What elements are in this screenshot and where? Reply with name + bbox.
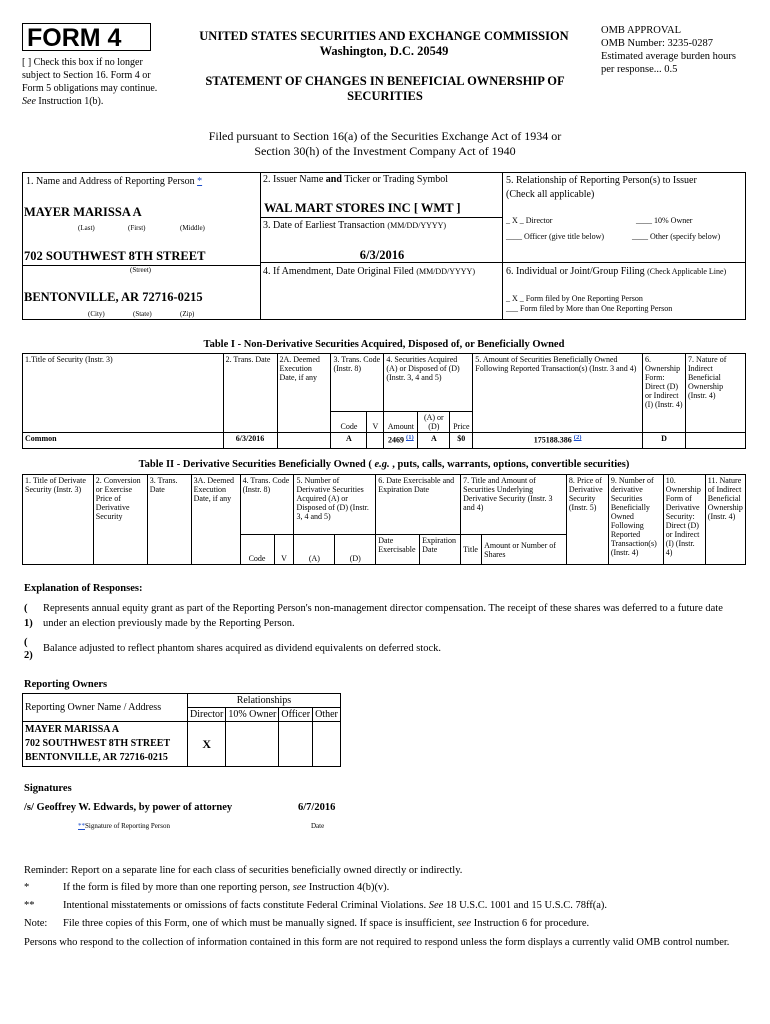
box1-last: (Last) [78,224,95,232]
t2-h-d: (D) [335,535,376,565]
t2-h-title: 1. Title of Derivate Security (Instr. 3) [23,475,94,565]
box1-asterisk[interactable]: * [197,176,203,187]
box5-ten-owner: ____ 10% Owner [636,216,693,225]
footnote-2-link[interactable]: (2) [573,434,582,441]
t2-h-date: 3. Trans. Date [147,475,191,565]
table1 [22,353,746,449]
explanation-1-num: ( 1) [24,603,33,629]
explanation-heading: Explanation of Responses: [24,583,143,594]
box1-street-label: (Street) [130,266,151,274]
ro-h-ten: 10% Owner [226,708,279,722]
t1-h-code-sub: Code [331,412,367,433]
omb-number: OMB Number: 3235-0287 [601,38,713,49]
t2-h-deemed: 3A. Deemed Execution Date, if any [191,475,240,565]
table2-title: Table II - Derivative Securities Beneficially Owned ( e.g. , puts, calls, warrants, options, convertible securities) [138,459,630,470]
checkbox-note-see: See [22,96,36,107]
t2-h-date-ex: Date Exercisable [376,535,420,565]
ro-h-director: Director [188,708,226,722]
table-row [23,722,341,767]
ro-director-mark: X [188,722,226,767]
reporting-person-name: MAYER MARISSA A [24,205,142,219]
box3-label: 3. Date of Earliest Transaction (MM/DD/YYYY) [263,220,447,231]
box5-other: ____ Other (specify below) [632,232,721,241]
t1-row-title: Common [23,433,224,449]
table1-title: Table I - Non-Derivative Securities Acquired, Disposed of, or Beneficially Owned [203,339,565,350]
box1-city: (City) [88,310,105,318]
box5-officer: ____ Officer (give title below) [506,232,605,241]
t1-h-deemed: 2A. Deemed Execution Date, if any [277,354,331,433]
t2-h-amount-shares: Amount or Number of Shares [482,535,567,565]
t1-h-acquired: 4. Securities Acquired (A) or Disposed of (D) (Instr. 3, 4 and 5) [384,354,473,412]
t1-h-amount: Amount [384,412,418,433]
footer-note: Note: [24,918,48,929]
ro-owner: MAYER MARISSA A 702 SOUTHWEST 8TH STREET BENTONVILLE, AR 72716-0215 [23,722,188,767]
t2-h-underlying: 7. Title and Amount of Securities Underlying Derivative Security (Instr. 3 and 4) [461,475,567,535]
footer-reminder: Reminder: Report on a separate line for each class of securities beneficially owned directly or indirectly. [24,865,463,876]
ro-h-name: Reporting Owner Name / Address [23,694,188,722]
agency-location: Washington, D.C. 20549 [319,44,449,58]
t2-h-owned: 9. Number of derivative Securities Beneficially Owned Following Reported Transaction(s) (Instr. 4) [608,475,663,565]
explanation-1-text: Represents annual equity grant as part of the Reporting Person's non-management director compensation. The receipt of these shares was deferred to a future date under an election previously made by the Reporting Person. [43,603,723,629]
box5-sub: (Check all applicable) [506,189,595,200]
t2-h-sec-title: Title [461,535,482,565]
table2 [22,474,746,565]
ro-h-other: Other [313,708,341,722]
footer-star2: ** [24,900,35,911]
reporting-person-street: 702 SOUTHWEST 8TH STREET [24,249,206,263]
reporting-owners-table [22,693,341,767]
explanation-2-text: Balance adjusted to reflect phantom shares acquired as dividend equivalents on deferred stock. [43,643,441,654]
signatures-heading: Signatures [24,783,72,794]
box4-label: 4. If Amendment, Date Original Filed (MM/DD/YYYY) [263,266,475,277]
reporting-person-city: BENTONVILLE, AR 72716-0215 [24,290,203,304]
box1-zip: (Zip) [180,310,195,318]
box1-first: (First) [128,224,146,232]
checkbox-note-text: [ ] Check this box if no longer subject to Section 16. Form 4 or Form 5 obligations may continue. [22,57,158,94]
t1-h-aord: (A) or (D) [418,412,450,433]
footer-star2-text: Intentional misstatements or omissions of facts constitute Federal Criminal Violations. See 18 U.S.C. 1001 and 15 U.S.C. 78ff(a). [63,900,608,911]
issuer-name: WAL MART STORES INC [ WMT ] [264,201,461,215]
t1-row-amount: 2469 $^{(1)}$ [384,433,418,449]
statement-title: STATEMENT OF CHANGES IN BENEFICIAL OWNERSHIP OF SECURITIES [205,74,565,103]
footer-persons: Persons who respond to the collection of information contained in this form are not required to respond unless the form displays a currently valid OMB control number. [24,937,730,948]
t2-h-number: 5. Number of Derivative Securities Acquired (A) or Disposed of (D) (Instr. 3, 4 and 5) [294,475,376,535]
box5-label: 5. Relationship of Reporting Person(s) to Issuer [506,175,697,186]
signature-date-label: Date [311,822,325,830]
box1-state: (State) [133,310,152,318]
earliest-transaction-date: 6/3/2016 [359,248,405,262]
signature-label: **Signature of Reporting Person [78,822,170,830]
filed-line-1: Filed pursuant to Section 16(a) of the Securities Exchange Act of 1934 or [208,129,562,143]
t2-h-code-sub: Code [240,535,274,565]
footer-star1-text: If the form is filed by more than one reporting person, see Instruction 4(b)(v). [63,882,390,893]
filed-line-2: Section 30(h) of the Investment Company Act of 1940 [254,144,516,158]
t1-h-price: Price [450,412,473,433]
box1-label: 1. Name and Address of Reporting Person * [26,176,203,187]
ro-h-relationships: Relationships [188,694,341,708]
t1-h-code: 3. Trans. Code (Instr. 8) [331,354,384,412]
t2-h-v: V [274,535,294,565]
t1-h-nature: 7. Nature of Indirect Beneficial Ownership (Instr. 4) [685,354,745,433]
t1-row-aord: A [418,433,450,449]
checkbox-note-instr: Instruction 1(b). [35,96,104,107]
t1-h-date: 2. Trans. Date [223,354,277,433]
t1-h-amount-owned: 5. Amount of Securities Beneficially Owned Following Reported Transaction(s) (Instr. 3 and 4) [473,354,643,433]
box6-label: 6. Individual or Joint/Group Filing (Check Applicable Line) [506,266,727,277]
t2-h-ownership: 10. Ownership Form of Derivative Security: Direct (D) or Indirect (I) (Instr. 4) [663,475,705,565]
t1-row-owned: 175188.386 $^{(2)}$ [473,433,643,449]
box5-director: _ X _ Director [506,216,553,225]
t1-h-ownership: 6. Ownership Form: Direct (D) or Indirect (I) (Instr. 4) [642,354,685,433]
form-title: FORM 4 [22,23,151,51]
signer: /s/ Geoffrey W. Edwards, by power of attorney [24,802,233,813]
t1-row-code: A [331,433,367,449]
t1-row-price: $0 [450,433,473,449]
t2-h-price: 8. Price of Derivative Security (Instr. 5) [566,475,608,565]
t1-h-v: V [367,412,384,433]
omb-approval: OMB APPROVAL [601,25,682,36]
t2-h-exercisable: 6. Date Exercisable and Expiration Date [376,475,461,535]
t2-h-conversion: 2. Conversion or Exercise Price of Derivative Security [93,475,147,565]
box1-middle: (Middle) [180,224,205,232]
footnote-1-link[interactable]: (1) [405,434,414,441]
box2-label: 2. Issuer Name and Ticker or Trading Symbol [263,174,449,185]
t1-row-form: D [642,433,685,449]
explanation-2-num: ( 2) [24,637,33,661]
agency-name: UNITED STATES SECURITIES AND EXCHANGE COMMISSION [199,29,569,43]
t2-h-nature: 11. Nature of Indirect Beneficial Ownership (Instr. 4) [705,475,745,565]
table-row [23,433,746,449]
omb-burden: Estimated average burden hours per response... 0.5 [601,51,736,75]
t2-h-exp: Expiration Date [420,535,461,565]
t2-h-a: (A) [294,535,335,565]
footer-note-text: File three copies of this Form, one of which must be manually signed. If space is insufficient, see Instruction 6 for procedure. [63,918,590,929]
box6-one-person: _ X _ Form filed by One Reporting Person [506,294,643,303]
footer-star1: * [24,882,30,893]
t1-h-title: 1.Title of Security (Instr. 3) [23,354,224,433]
reporting-owners-heading: Reporting Owners [24,679,108,690]
box6-more-persons: ___ Form filed by More than One Reporting Person [506,304,673,313]
checkbox-note [22,56,172,108]
t1-row-date: 6/3/2016 [223,433,277,449]
signature-stars-link[interactable]: ** [78,822,85,830]
t2-h-code: 4. Trans. Code (Instr. 8) [240,475,294,535]
signature-date: 6/7/2016 [298,802,336,813]
ro-h-officer: Officer [279,708,313,722]
